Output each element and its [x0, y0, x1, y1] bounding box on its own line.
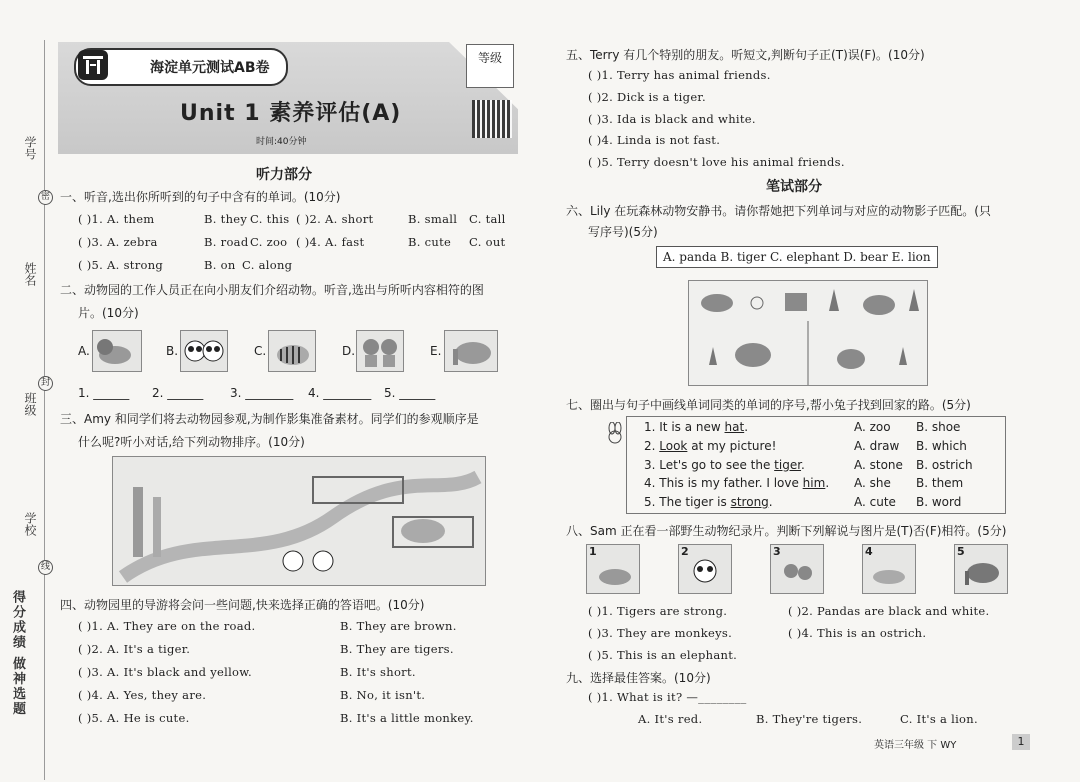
zoo-map-illustration [112, 456, 486, 586]
binding-margin [0, 0, 48, 782]
monkey-picture [356, 330, 404, 372]
seal-mark-2: 封 [38, 376, 53, 391]
q7-row1-post: . [744, 420, 749, 434]
q2-prompt-line2: 片。(10分) [78, 306, 139, 320]
q3-prompt-line1: 三、Amy 和同学们将去动物园参观,为制作影集准备素材。同学们的参观顺序是 [60, 412, 479, 426]
q7-row2-post: at my picture! [687, 439, 777, 453]
q1-row2-c2: B. road [204, 235, 249, 249]
page-number: 1 [1012, 734, 1030, 750]
q1-row1-c1: ( )1. A. them [78, 212, 155, 226]
q8-item4: ( )4. This is an ostrich. [788, 626, 927, 640]
q1-row2-c4: ( )4. A. fast [296, 235, 365, 249]
q4-item1-b: B. They are brown. [340, 619, 457, 633]
q9-option-a[interactable]: A. It's red. [638, 712, 703, 726]
seal-mark-3: 线 [38, 560, 53, 575]
q1-row2-c1: ( )3. A. zebra [78, 235, 158, 249]
q8-pic-number-5: 5 [957, 545, 965, 558]
q7-row3-b[interactable]: B. ostrich [916, 458, 973, 472]
q7-row1-b[interactable]: B. shoe [916, 420, 961, 434]
q1-row1-c6: C. tall [469, 212, 506, 226]
unit-title: Unit 1 素养评估(A) [180, 101, 402, 126]
q5-prompt: 五、Terry 有几个特别的朋友。听短文,判断句子正(T)误(F)。(10分) [566, 48, 925, 62]
q2-answer-3[interactable]: 3. ________ [230, 386, 294, 400]
qr-code-icon [472, 100, 512, 138]
q8-picture-1 [586, 544, 640, 594]
q2-option-d: D. [342, 344, 356, 358]
margin-slogan: 得分成绩 做神选题 [10, 590, 25, 717]
q8-item1: ( )1. Tigers are strong. [588, 604, 728, 618]
q1-row2-c6: C. out [469, 235, 506, 249]
q4-item2-a: ( )2. A. It's a tiger. [78, 642, 191, 656]
footer-grade: 英语三年级 下 WY [874, 740, 957, 751]
q7-row3-post: . [801, 458, 805, 472]
q8-picture-3 [770, 544, 824, 594]
q8-picture-5 [954, 544, 1008, 594]
q4-item4-a: ( )4. A. Yes, they are. [78, 688, 207, 702]
q7-row4-underlined: him [802, 476, 826, 490]
q1-row3-c1: ( )5. A. strong [78, 258, 164, 272]
q7-row5-underlined: strong [730, 495, 769, 509]
q7-row4-post: . [825, 476, 830, 490]
q8-pic-number-4: 4 [865, 545, 873, 558]
q9-option-c[interactable]: C. It's a lion. [900, 712, 978, 726]
q7-row5-a[interactable]: A. cute [854, 495, 896, 509]
q1-row1-c4: ( )2. A. short [296, 212, 374, 226]
q2-option-b: B. [166, 344, 179, 358]
elephant-picture [444, 330, 498, 372]
q4-item2-b: B. They are tigers. [340, 642, 454, 656]
q9-prompt: 九、选择最佳答案。(10分) [566, 671, 711, 685]
q2-answer-5[interactable]: 5. ______ [384, 386, 436, 400]
q7-row3-pre: 3. Let's go to see the [644, 458, 775, 472]
q8-picture-2 [678, 544, 732, 594]
q9-item1: ( )1. What is it? —________ [588, 690, 747, 704]
q7-row5-sentence [644, 495, 773, 509]
q6-prompt-line1: 六、Lily 在玩森林动物安静书。请你帮她把下列单词与对应的动物影子匹配。(只 [566, 204, 991, 218]
q7-row4-a[interactable]: A. she [854, 476, 891, 490]
rabbit-icon [604, 422, 626, 448]
q6-prompt-line2: 写序号)(5分) [588, 225, 658, 239]
writing-heading: 笔试部分 [766, 179, 822, 195]
q8-picture-4 [862, 544, 916, 594]
q1-row3-c2: B. on [204, 258, 236, 272]
q7-row5-post: . [768, 495, 773, 509]
school-label: 学校 [23, 512, 37, 536]
q8-pic-number-1: 1 [589, 545, 597, 558]
q7-row2-b[interactable]: B. which [916, 439, 967, 453]
q2-prompt-line1: 二、动物园的工作人员正在向小朋友们介绍动物。听音,选出与所听内容相符的图 [60, 283, 484, 297]
q4-item3-b: B. It's short. [340, 665, 416, 679]
q7-row3-sentence [644, 458, 805, 472]
q9-option-b[interactable]: B. They're tigers. [756, 712, 863, 726]
q7-row1-a[interactable]: A. zoo [854, 420, 891, 434]
q4-item1-a: ( )1. A. They are on the road. [78, 619, 256, 633]
q7-row4-pre: 4. This is my father. I love [644, 476, 803, 490]
q7-row1-pre: 1. It is a new [644, 420, 725, 434]
animal-shadows-picture [688, 280, 928, 386]
q2-option-c: C. [254, 344, 267, 358]
q2-option-a: A. [78, 344, 90, 358]
q7-row3-a[interactable]: A. stone [854, 458, 903, 472]
publisher-logo-icon [78, 50, 108, 80]
q4-item4-b: B. No, it isn't. [340, 688, 426, 702]
q7-row3-underlined: tiger [774, 458, 802, 472]
q8-pic-number-2: 2 [681, 545, 689, 558]
q5-item3: ( )3. Ida is black and white. [588, 112, 756, 126]
q1-row3-c3: C. along [242, 258, 293, 272]
q5-item4: ( )4. Linda is not fast. [588, 133, 721, 147]
q7-prompt: 七、圈出与句子中画线单词同类的单词的序号,帮小兔子找到回家的路。(5分) [566, 398, 971, 412]
q8-item3: ( )3. They are monkeys. [588, 626, 733, 640]
q7-row2-pre: 2. [644, 439, 660, 453]
q2-answer-1[interactable]: 1. ______ [78, 386, 130, 400]
grade-label: 等级 [477, 51, 502, 65]
q7-row1-underlined: hat [724, 420, 745, 434]
q8-pic-number-3: 3 [773, 545, 781, 558]
q7-row2-sentence [644, 439, 776, 453]
q4-item5-b: B. It's a little monkey. [340, 711, 474, 725]
seal-mark-1: 密 [38, 190, 53, 205]
q1-row1-c5: B. small [408, 212, 458, 226]
q1-prompt: 一、听音,选出你所听到的句子中含有的单词。(10分) [60, 190, 341, 204]
q2-answer-4[interactable]: 4. ________ [308, 386, 372, 400]
q4-item5-a: ( )5. A. He is cute. [78, 711, 190, 725]
q7-row4-b[interactable]: B. them [916, 476, 964, 490]
q4-item3-a: ( )3. A. It's black and yellow. [78, 665, 253, 679]
q3-prompt-line2: 什么呢?听小对话,给下列动物排序。(10分) [78, 435, 305, 449]
class-label: 班级 [23, 392, 37, 416]
q7-row1-sentence [644, 420, 748, 434]
q7-row2-underlined: Look [659, 439, 688, 453]
panda-picture [180, 330, 228, 372]
q1-row1-c2: B. they [204, 212, 248, 226]
q1-row2-c3: C. zoo [250, 235, 288, 249]
q7-row2-a[interactable]: A. draw [854, 439, 900, 453]
q8-item2: ( )2. Pandas are black and white. [788, 604, 990, 618]
lion-picture [92, 330, 142, 372]
series-name: 海淀单元测试AB卷 [150, 60, 270, 76]
q1-row2-c5: B. cute [408, 235, 452, 249]
tiger-picture [268, 330, 316, 372]
time-note: 时间:40分钟 [256, 137, 307, 147]
listening-heading: 听力部分 [256, 167, 312, 183]
grade-box [466, 44, 514, 88]
q7-row5-pre: 5. The tiger is [644, 495, 731, 509]
q4-prompt: 四、动物园里的导游将会问一些问题,快来选择正确的答语吧。(10分) [60, 598, 425, 612]
q5-item1: ( )1. Terry has animal friends. [588, 68, 771, 82]
name-label: 姓名 [23, 262, 37, 286]
binding-line [44, 40, 45, 780]
q8-prompt: 八、Sam 正在看一部野生动物纪录片。判断下列解说与图片是(T)否(F)相符。(5分) [566, 524, 1007, 538]
q6-word-box: A. panda B. tiger C. elephant D. bear E. lion [656, 246, 938, 268]
q1-row1-c3: C. this [250, 212, 290, 226]
q5-item5: ( )5. Terry doesn't love his animal friends. [588, 155, 845, 169]
q7-row5-b[interactable]: B. word [916, 495, 962, 509]
q2-option-e: E. [430, 344, 442, 358]
q8-item5: ( )5. This is an elephant. [588, 648, 738, 662]
q5-item2: ( )2. Dick is a tiger. [588, 90, 706, 104]
q7-row4-sentence [644, 476, 829, 490]
student-number-label: 学号 [23, 136, 37, 160]
q2-answer-2[interactable]: 2. ______ [152, 386, 204, 400]
